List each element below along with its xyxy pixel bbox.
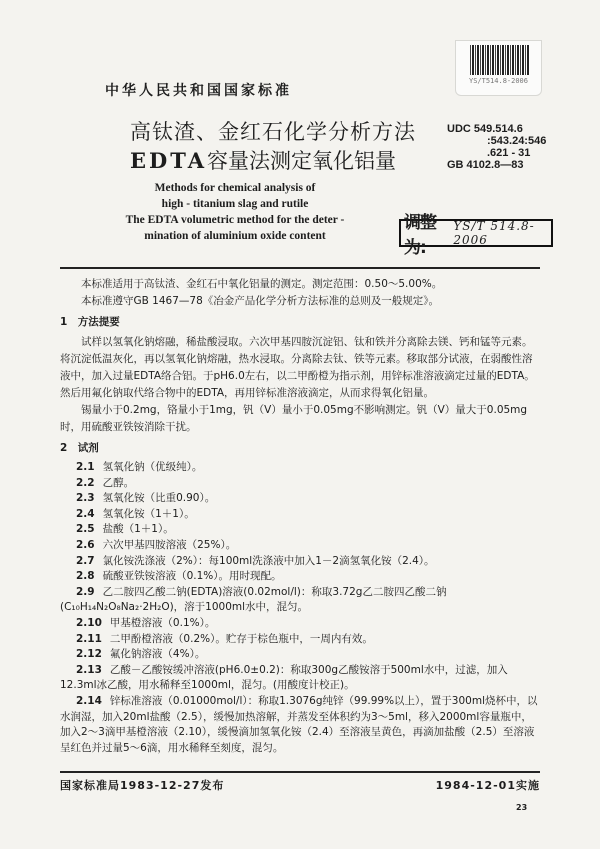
- stamp-label: 调整为:: [404, 213, 436, 258]
- reagent-number: 2.13: [76, 663, 102, 676]
- reagent-item: [60, 507, 542, 523]
- reagent-item: [60, 476, 542, 492]
- reagent-text: 乙酸－乙酸铵缓冲溶液(pH6.0±0.2)：称取300g乙酸铵溶于500ml水中，过滤，加入12.3ml冰乙酸，用水稀释至1000ml，混匀。(用酸度计校正)。: [60, 663, 508, 692]
- english-line: Methods for chemical analysis of: [154, 182, 316, 194]
- english-line: high - titanium slag and rutile: [161, 198, 309, 210]
- reagent-number: 2.6: [76, 538, 95, 551]
- reagent-number: 2.12: [76, 648, 102, 661]
- footer-divider: [60, 771, 540, 773]
- reagent-number: 2.2: [76, 476, 95, 489]
- intro-paragraph: 本标准适用于高钛渣、金红石中氧化铝量的测定。测定范围：0.50～5.00%。: [81, 278, 443, 290]
- title-line1: 高钛渣、金红石化学分析方法: [130, 120, 416, 144]
- barcode-icon: [470, 45, 530, 75]
- reagent-text: 氯化铵洗涤液（2%）：每100ml洗涤液中加入1－2滴氢氧化铵（2.4）。: [102, 554, 435, 567]
- page-number: 23: [516, 803, 528, 812]
- udc-line: :543.24:546: [487, 135, 547, 147]
- reagent-text: 盐酸（1＋1）。: [102, 523, 174, 536]
- adjustment-stamp: [399, 213, 553, 258]
- title-line2: [130, 145, 396, 175]
- section-heading: 1 方法提要: [60, 316, 120, 328]
- reagent-item: [60, 460, 542, 476]
- issue-date: 国家标准局1983-12-27发布: [60, 779, 225, 792]
- section1-paragraph: 锡量小于0.2mg，铬量小于1mg，钒（V）量小于0.05mg不影响测定。钒（V）量大于0.05mg时，用硫酸亚铁铵消除干扰。: [60, 404, 528, 433]
- reagent-item: [60, 554, 542, 570]
- header-divider: [60, 267, 540, 269]
- reagent-number: 2.7: [76, 554, 95, 567]
- reagent-item: [60, 663, 542, 694]
- reagent-number: 2.5: [76, 523, 95, 536]
- reagent-text: 锌标准溶液（0.01000mol/l）：称取1.3076g纯锌（99.99%以上），置于300ml烧杯中，以水润湿，加入20ml盐酸（2.5），缓慢加热溶解，并蒸发至体积约为3～5ml，移入2000ml容量瓶中，加入2～3滴甲基橙溶液（2.10），缓慢滴加氢氧化铵（2.4）至溶液呈黄色，再滴加盐酸（2.5）至溶液呈红色并过量5～6滴，用水稀释至刻度，混匀。: [60, 694, 538, 754]
- reagent-item: [60, 538, 542, 554]
- reagent-item: [60, 585, 542, 616]
- reagent-text: 氟化钠溶液（4%）。: [109, 648, 206, 661]
- title-line2-rest: 容量法测定氧化铝量: [207, 149, 396, 173]
- reagent-number: 2.9: [76, 585, 95, 598]
- reagent-item: [60, 522, 542, 538]
- reagent-number: 2.3: [76, 492, 95, 505]
- effective-date: 1984-12-01实施: [435, 779, 540, 792]
- reagent-number: 2.4: [76, 507, 95, 520]
- reagent-text: 硫酸亚铁铵溶液（0.1%）。用时现配。: [102, 570, 282, 583]
- english-title: [90, 180, 380, 244]
- footer: [60, 777, 540, 793]
- title-edta: EDTA: [130, 148, 207, 173]
- reagent-item: [60, 569, 542, 585]
- document-body: [60, 276, 542, 756]
- reagent-text: 氢氧化铵（1＋1）。: [102, 507, 195, 520]
- english-line: mination of aluminium oxide content: [144, 230, 326, 242]
- english-line: The EDTA volumetric method for the deter -: [125, 214, 345, 226]
- reagent-number: 2.14: [76, 694, 102, 707]
- national-standard-label: 中华人民共和国国家标准: [105, 83, 292, 99]
- reagent-text: 氢氧化钠（优级纯）。: [102, 461, 203, 473]
- reagent-number: 2.11: [76, 632, 102, 645]
- reagent-text: 氢氧化铵（比重0.90）。: [102, 492, 216, 505]
- sticker-code: YS/T514.8-2006: [468, 77, 528, 85]
- section1-paragraph: 试样以氢氧化钠熔融，稀盐酸浸取。六次甲基四胺沉淀铝、钛和铁并分离除去镁、钙和锰等元素。将沉淀低温灰化，再以氢氧化钠熔融，热水浸取。分离除去钛、铁等元素。移取部分试液，在弱酸性溶液中，加入过量EDTA络合铝。于pH6.0左右，以二甲酚橙为指示剂，用锌标准溶液滴定过量的EDTA。然后用氟化钠取代络合物中的EDTA，再用锌标准溶液滴定，从而求得氧化铝量。: [60, 336, 535, 399]
- reagent-item: [60, 647, 542, 663]
- reagent-number: 2.1: [76, 461, 95, 473]
- reagent-number: 2.10: [76, 616, 102, 629]
- reagent-text: 二甲酚橙溶液（0.2%）。贮存于棕色瓶中，一周内有效。: [109, 632, 373, 645]
- udc-line: UDC 549.514.6: [447, 123, 523, 135]
- section-heading: 2 试剂: [60, 442, 99, 454]
- stamp-handwritten: YS/T 514.8-2006: [453, 219, 535, 247]
- reagent-item: [60, 491, 542, 507]
- gb-number: GB 4102.8—83: [447, 159, 524, 171]
- reagent-item: [60, 632, 542, 648]
- reagent-text: 甲基橙溶液（0.1%）。: [109, 616, 216, 629]
- barcode-sticker: [455, 40, 542, 96]
- reagent-item: [60, 616, 542, 632]
- reagent-item: [60, 694, 542, 756]
- udc-line: .621 - 31: [487, 147, 531, 159]
- udc-block: [447, 123, 546, 171]
- reagent-text: 乙二胺四乙酸二钠(EDTA)溶液(0.02mol/l)：称取3.72g乙二胺四乙酸二钠(C₁₀H₁₄N₂O₈Na₂·2H₂O)，溶于1000ml水中，混匀。: [60, 585, 447, 614]
- reagent-text: 六次甲基四胺溶液（25%）。: [102, 538, 237, 551]
- intro-paragraph: 本标准遵守GB 1467—78《冶金产品化学分析方法标准的总则及一般规定》。: [81, 295, 440, 307]
- reagent-list: [60, 460, 542, 756]
- reagent-number: 2.8: [76, 570, 95, 583]
- reagent-text: 乙醇。: [102, 476, 135, 489]
